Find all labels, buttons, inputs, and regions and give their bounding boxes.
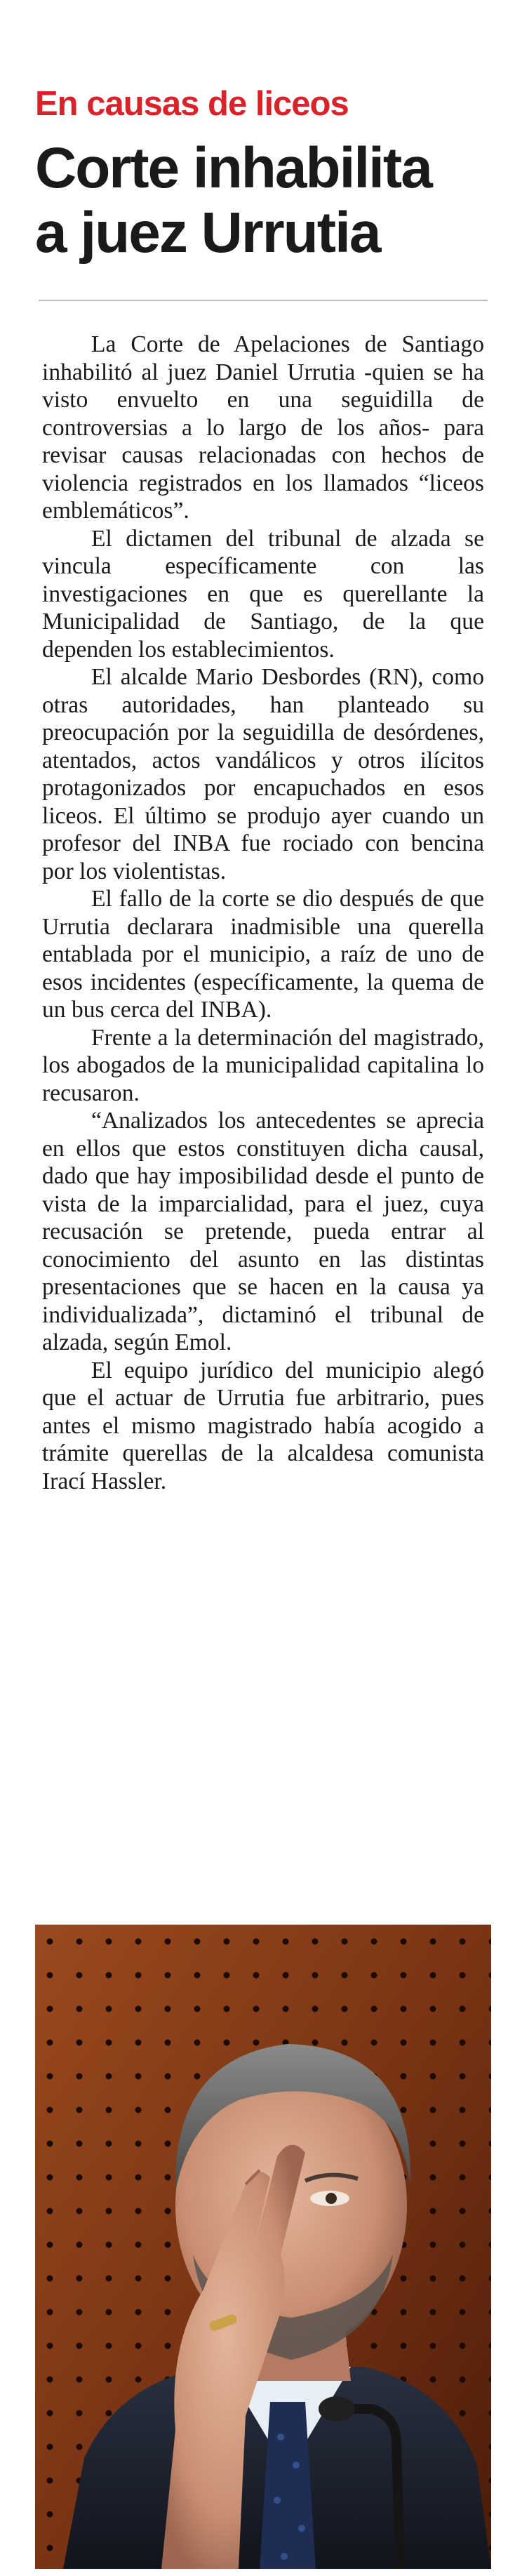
- body-paragraph: Frente a la determinación del magistrado, los abogados de la municipalidad capitalina lo recusaron.: [42, 1024, 484, 1106]
- microphone: [319, 2396, 355, 2422]
- headline-line-2: a juez Urrutia: [35, 201, 380, 265]
- body-paragraph: El equipo jurídico del municipio alegó que el actuar de Urrutia fue arbitrario, pues antes el mismo magistrado había acogido a trámite querellas de la alcaldesa comunista Irací Hassler.: [42, 1357, 484, 1494]
- body-paragraph: El dictamen del tribunal de alzada se vincula específicamente con las investigaciones en que es querellante la Municipalidad de Santiago, de la que dependen los establecimientos.: [42, 525, 484, 663]
- body-paragraph: La Corte de Apelaciones de Santiago inhabilitó al juez Daniel Urrutia -quien se ha visto envuelto en una seguidilla de controversias a lo largo de los años- para revisar causas relacionadas con hechos de violencia registrados en los llamados “liceos emblemáticos”.: [42, 331, 484, 524]
- body-paragraph: “Analizados los antecedentes se aprecia en ellos que estos constituyen dicha causal, dado que hay imposibilidad desde el punto de vista de la imparcialidad, para el juez, cuya recusación se pretende, pueda entrar al conocimiento del asunto en las distintas presentaciones que se hacen en la causa ya individualizada”, dictaminó el tribunal de alzada, según Emol.: [42, 1108, 484, 1355]
- body-paragraph: El alcalde Mario Desbordes (RN), como otras autoridades, han planteado su preocupación por la seguidilla de desórdenes, atentados, actos vandálicos y otros ilícitos protagonizados por encapuchados en esos liceos. El último se produjo ayer cuando un profesor del INBA fue rociado con bencina por los violentistas.: [42, 664, 484, 884]
- article-kicker: En causas de liceos: [35, 85, 349, 123]
- headline-line-1: Corte inhabilita: [35, 136, 432, 200]
- photo-illustration: [35, 1925, 491, 2569]
- article-headline: [35, 136, 491, 265]
- article-photo-judge: [35, 1925, 491, 2569]
- article-body: [42, 331, 484, 1495]
- body-paragraph: El fallo de la corte se dio después de que Urrutia declarara inadmisible una querella entablada por el municipio, a raíz de uno de esos incidentes (específicamente, la quema de un bus cerca del INBA).: [42, 886, 484, 1023]
- headline-divider: [39, 300, 488, 301]
